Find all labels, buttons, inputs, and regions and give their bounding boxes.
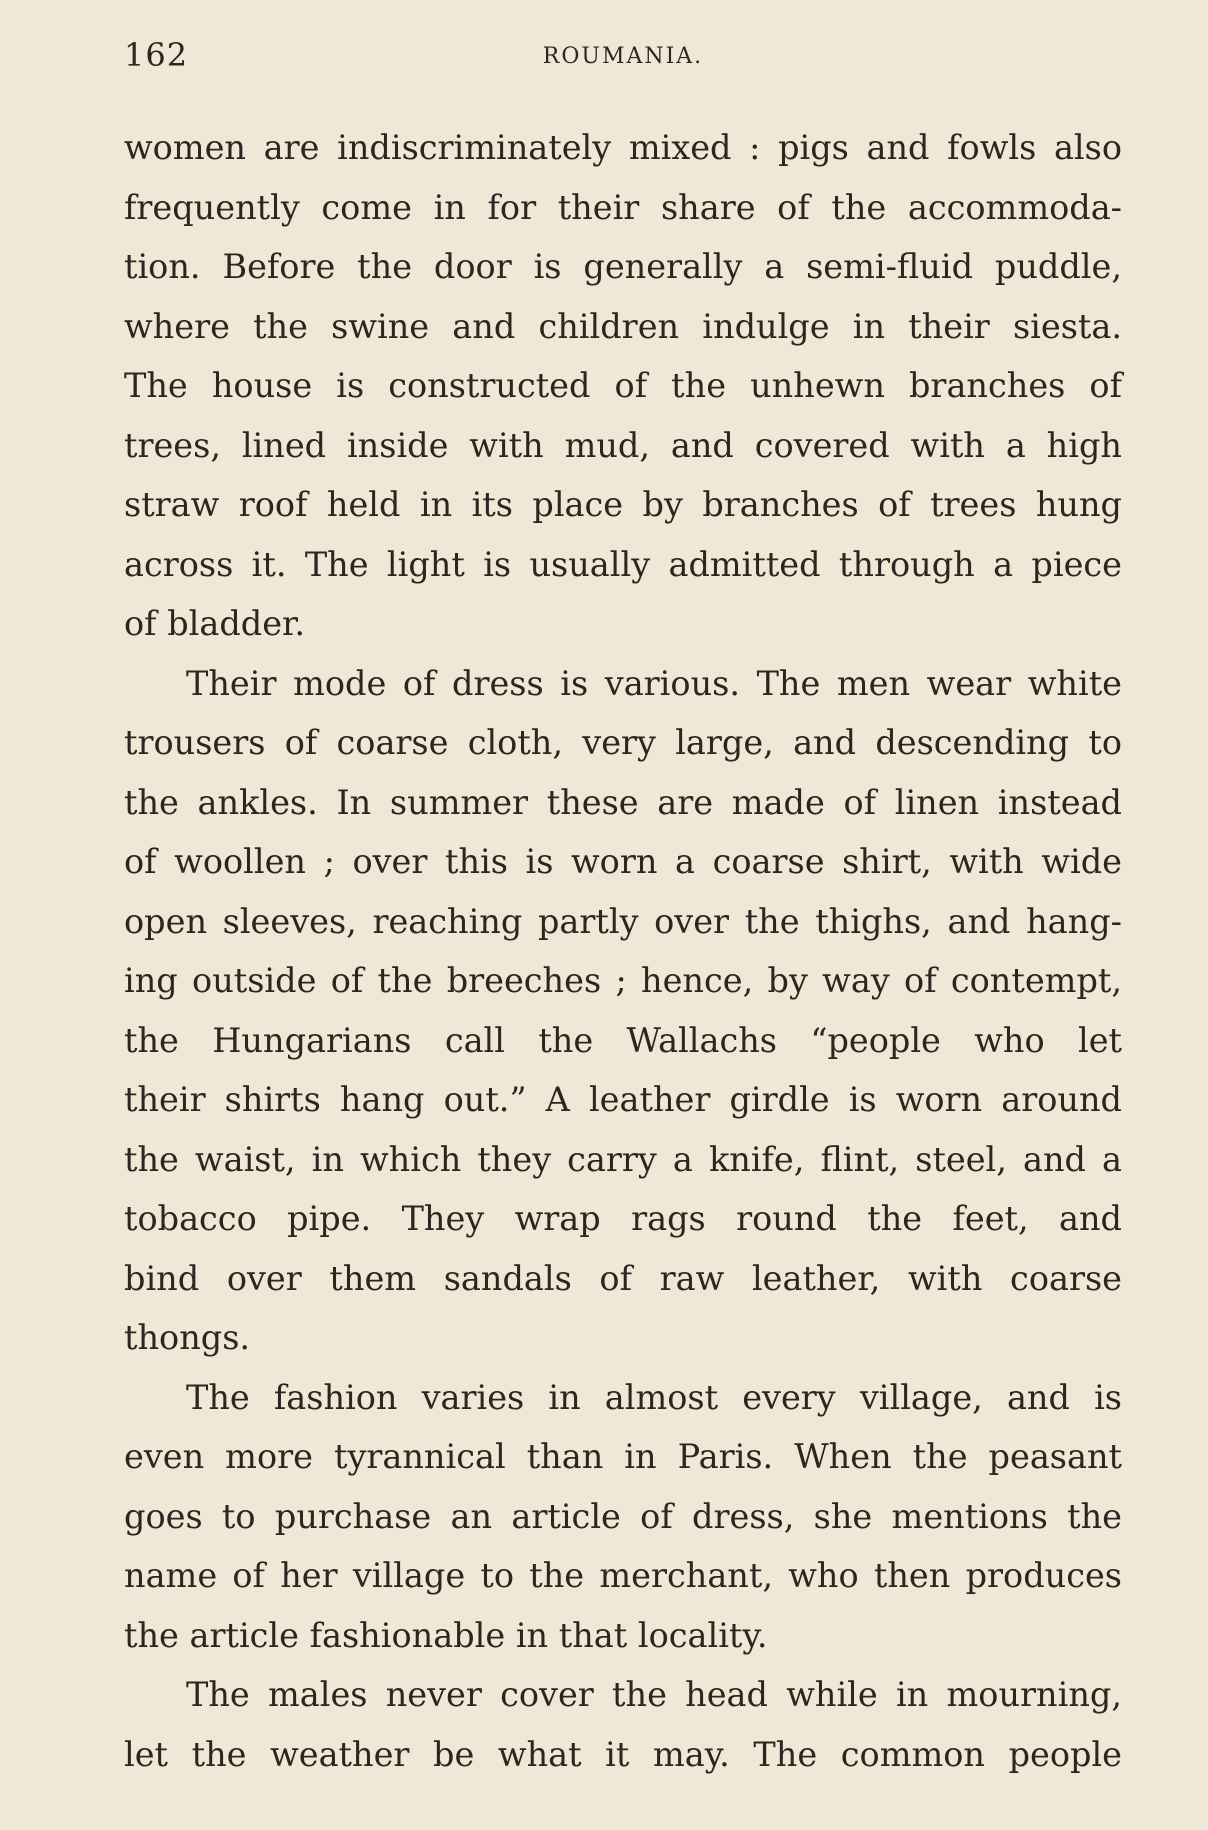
text-line: their shirts hang out.” A leather girdle is worn around xyxy=(124,1080,1122,1119)
text-line: trousers of coarse cloth, very large, and descending to xyxy=(124,723,1122,762)
text-line: the Hungarians call the Wallachs “people who let xyxy=(124,1020,1122,1060)
text-line: trees, lined inside with mud, and covered with a high xyxy=(124,425,1122,465)
text-line: straw roof held in its place by branches of trees hung xyxy=(124,485,1122,524)
text-line: the article fashionable in that locality. xyxy=(124,1615,768,1655)
text-line: tion. Before the door is generally a semi-fluid puddle, xyxy=(124,247,1122,286)
text-line: tobacco pipe. They wrap rags round the feet, and xyxy=(124,1199,1122,1238)
text-line: of bladder. xyxy=(124,604,306,643)
text-line: The males never cover the head while in mourning, xyxy=(186,1675,1122,1714)
text-line: The house is constructed of the unhewn branches of xyxy=(124,366,1122,405)
page-number: 162 xyxy=(124,36,189,74)
text-line: bind over them sandals of raw leather, with coarse xyxy=(124,1258,1122,1298)
page-header xyxy=(124,30,1122,80)
text-line: across it. The light is usually admitted through a piece xyxy=(124,544,1122,584)
running-head: ROUMANIA. xyxy=(542,44,704,69)
text-line: ing outside of the breeches ; hence, by way of contempt, xyxy=(124,961,1122,1000)
text-line: The fashion varies in almost every village, and is xyxy=(186,1377,1122,1417)
text-line: open sleeves, reaching partly over the thighs, and hang- xyxy=(124,901,1122,941)
paragraph xyxy=(124,654,1122,1368)
text-line: thongs. xyxy=(124,1318,251,1357)
body-text xyxy=(124,118,1122,1784)
paragraph xyxy=(124,1368,1122,1666)
text-line: let the weather be what it may. The common people xyxy=(124,1734,1122,1774)
text-line: women are indiscriminately mixed : pigs and fowls also xyxy=(124,128,1122,167)
text-line: Their mode of dress is various. The men wear white xyxy=(186,663,1122,703)
text-line: frequently come in for their share of the accommoda- xyxy=(124,187,1122,227)
text-line: the waist, in which they carry a knife, flint, steel, and a xyxy=(124,1139,1122,1179)
text-line: goes to purchase an article of dress, she mentions the xyxy=(124,1496,1122,1536)
text-line: where the swine and children indulge in their siesta. xyxy=(124,306,1122,346)
paragraph xyxy=(124,1665,1122,1784)
text-line: the ankles. In summer these are made of linen instead xyxy=(124,782,1122,822)
text-line: even more tyrannical than in Paris. When the peasant xyxy=(124,1437,1122,1476)
text-line: name of her village to the merchant, who then produces xyxy=(124,1556,1122,1595)
paragraph xyxy=(124,118,1122,654)
text-line: of woollen ; over this is worn a coarse shirt, with wide xyxy=(124,842,1122,881)
